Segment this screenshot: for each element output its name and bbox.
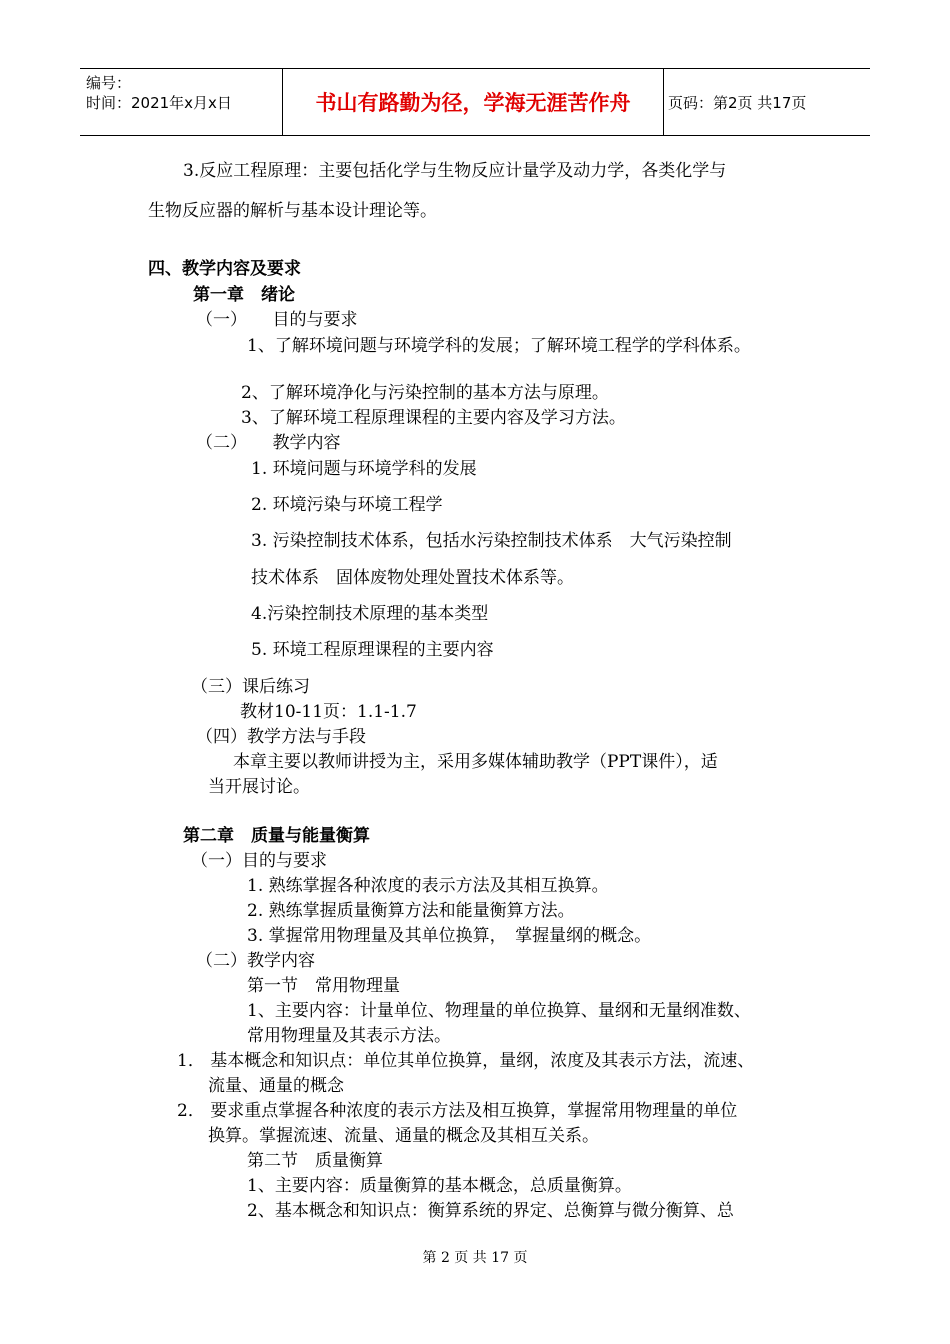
header-meta <box>86 73 282 113</box>
list-item: 3、了解环境工程原理课程的主要内容及学习方法。 <box>241 408 626 428</box>
document-date: 时间：2021年x月x日 <box>86 94 232 112</box>
page-header <box>80 68 870 136</box>
header-divider <box>663 69 664 135</box>
subsection-heading: （二）教学内容 <box>196 951 315 971</box>
chapter-heading: 第一章 绪论 <box>193 285 295 305</box>
list-item: 5. 环境工程原理课程的主要内容 <box>251 640 494 660</box>
body-line: 1、主要内容：计量单位、物理量的单位换算、量纲和无量纲准数、 <box>247 1001 751 1021</box>
subsection-heading: （四）教学方法与手段 <box>196 727 366 747</box>
list-item: 1、了解环境问题与环境学科的发展；了解环境工程学的学科体系。 <box>247 336 751 356</box>
list-item: 2. 熟练掌握质量衡算方法和能量衡算方法。 <box>247 901 575 921</box>
section-title: 第一节 常用物理量 <box>247 976 400 996</box>
list-item: 1． 基本概念和知识点：单位其单位换算，量纲，浓度及其表示方法，流速、 <box>177 1051 755 1071</box>
body-line: 教材10-11页：1.1-1.7 <box>240 702 417 722</box>
header-divider <box>282 69 283 135</box>
body-line: 1、主要内容：质量衡算的基本概念，总质量衡算。 <box>247 1176 632 1196</box>
list-item: 3. 掌握常用物理量及其单位换算， 掌握量纲的概念。 <box>247 926 652 946</box>
header-motto: 书山有路勤为径，学海无涯苦作舟 <box>315 91 631 115</box>
list-item: 2. 环境污染与环境工程学 <box>251 495 443 515</box>
list-item-continuation: 流量、通量的概念 <box>208 1076 344 1096</box>
document-code-label: 编号： <box>86 74 132 92</box>
section-title: 第二节 质量衡算 <box>247 1151 383 1171</box>
body-line: 2、基本概念和知识点：衡算系统的界定、总衡算与微分衡算、总 <box>247 1201 734 1221</box>
list-item-continuation: 换算。掌握流速、流量、通量的概念及其相互关系。 <box>208 1126 599 1146</box>
body-line: 生物反应器的解析与基本设计理论等。 <box>148 201 437 221</box>
section-heading: 四、教学内容及要求 <box>148 259 301 279</box>
chapter-heading: 第二章 质量与能量衡算 <box>183 826 370 846</box>
list-item: 1. 环境问题与环境学科的发展 <box>251 459 477 479</box>
list-item: 4.污染控制技术原理的基本类型 <box>251 604 489 624</box>
body-line: 当开展讨论。 <box>208 777 310 797</box>
body-line: 常用物理量及其表示方法。 <box>247 1026 451 1046</box>
subsection-heading: （一） 目的与要求 <box>196 310 358 330</box>
subsection-heading: （一）目的与要求 <box>191 851 327 871</box>
header-page-number: 页码：第2页 共17页 <box>668 93 807 112</box>
page-footer: 第 2 页 共 17 页 <box>422 1250 528 1266</box>
list-item: 1. 熟练掌握各种浓度的表示方法及其相互换算。 <box>247 876 609 896</box>
body-line: 3.反应工程原理：主要包括化学与生物反应计量学及动力学，各类化学与 <box>183 161 727 181</box>
list-item: 2、了解环境净化与污染控制的基本方法与原理。 <box>241 383 609 403</box>
list-item: 3. 污染控制技术体系，包括水污染控制技术体系 大气污染控制 <box>251 531 732 551</box>
list-item-continuation: 技术体系 固体废物处理处置技术体系等。 <box>251 568 574 588</box>
body-line: 本章主要以教师讲授为主，采用多媒体辅助教学（PPT课件），适 <box>233 752 718 772</box>
subsection-heading: （三）课后练习 <box>191 677 310 697</box>
list-item: 2． 要求重点掌握各种浓度的表示方法及相互换算，掌握常用物理量的单位 <box>177 1101 738 1121</box>
subsection-heading: （二） 教学内容 <box>196 433 341 453</box>
